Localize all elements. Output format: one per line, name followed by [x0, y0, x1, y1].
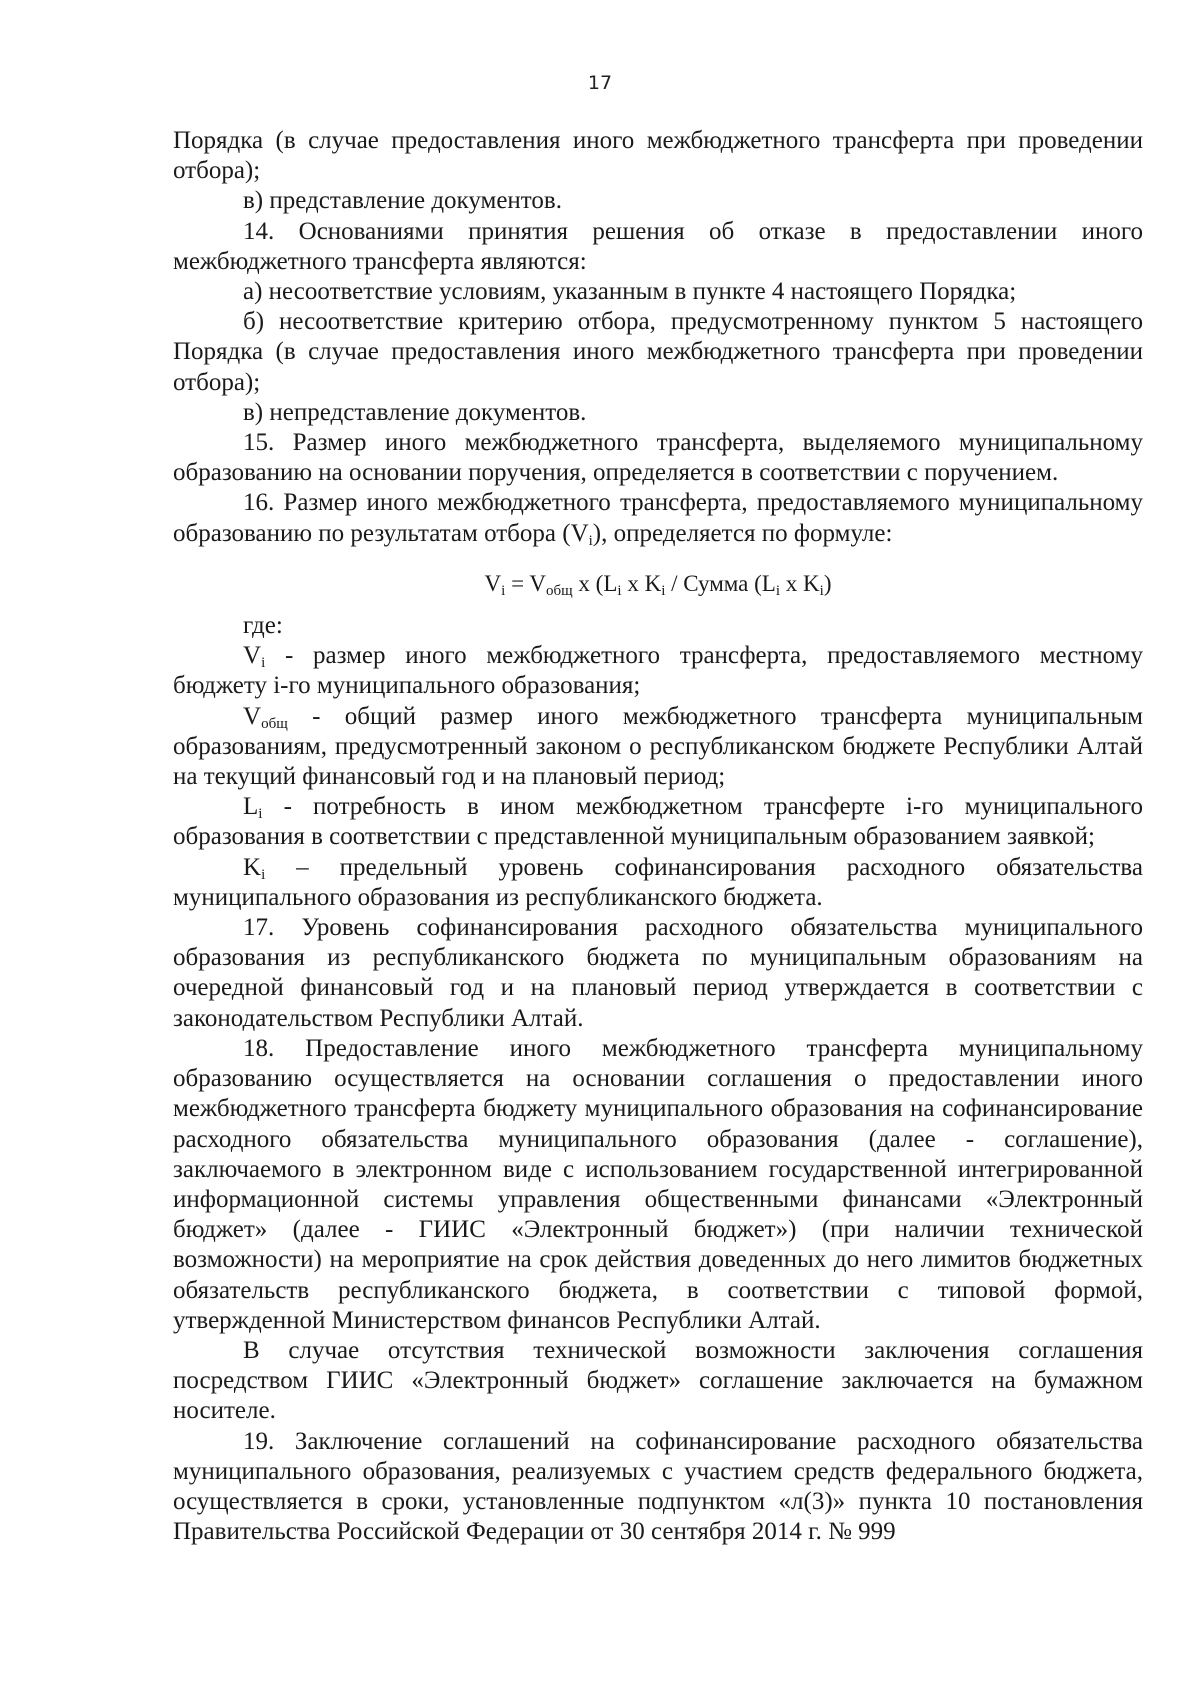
- paragraph-18: 18. Предоставление иного межбюджетного трансферта муниципальному образованию осуществляется на основании соглашения о предоставлении иного межбюджетного трансферта бюджету муниципального образования на софинансирование расходного обязательства муниципального образования (далее - соглашение), заключаемого в электронном виде с использованием государственной интегрированной информационной системы управления общественными финансами «Электронный бюджет» (далее - ГИИС «Электронный бюджет») (при наличии технической возможности) на мероприятие на срок действия доведенных до него лимитов бюджетных обязательств республиканского бюджета, в соответствии с типовой формой, утвержденной Министерством финансов Республики Алтай.: [173, 1034, 1143, 1334]
- paragraph: б) несоответствие критерию отбора, предусмотренному пунктом 5 настоящего Порядка (в случае предоставления иного межбюджетного трансферта при проведении отбора);: [173, 308, 1143, 396]
- paragraph-17: 17. Уровень софинансирования расходного обязательства муниципального образования из республиканского бюджета по муниципальным образованиям на очередной финансовый год и на плановый период утверждается в соответствии с законодательством Республики Алтай.: [173, 914, 1143, 1032]
- definition-text: – предельный уровень софинансирования расходного обязательства муниципального образования из республиканского бюджета.: [173, 853, 1143, 911]
- symbol: K: [243, 853, 262, 881]
- paragraph: в) представление документов.: [243, 187, 562, 215]
- definition-vtotal: [173, 702, 1143, 793]
- subscript: i: [819, 582, 824, 599]
- definition-text: - потребность в ином межбюджетном трансферте i-го муниципального образования в соответствии с представленной муниципальным образованием заявкой;: [173, 793, 1143, 851]
- document-body: [173, 126, 1143, 1547]
- paragraph-15: 15. Размер иного межбюджетного трансферта, выделяемого муниципальному образованию на основании поручения, определяется в соответствии с поручением.: [173, 429, 1143, 487]
- subscript: i: [661, 582, 666, 599]
- where-label: где:: [243, 612, 283, 640]
- paragraph-14: 14. Основаниями принятия решения об отказе в предоставлении иного межбюджетного трансферта являются:: [173, 217, 1143, 275]
- subscript: общ: [261, 715, 288, 732]
- symbol: V: [243, 702, 262, 730]
- subscript: общ: [545, 582, 573, 599]
- paragraph-16: [173, 488, 1143, 548]
- subscript: i: [501, 582, 506, 599]
- definition-vi: [173, 641, 1143, 701]
- subscript: i: [261, 866, 266, 883]
- subscript: i: [617, 582, 622, 599]
- definition-text: - размер иного межбюджетного трансферта, предоставляемого местному бюджету i-го муниципального образования;: [173, 642, 1143, 700]
- subscript: i: [775, 582, 781, 599]
- formula-part: / Сумма (L: [665, 570, 776, 596]
- paragraph: В случае отсутствия технической возможности заключения соглашения посредством ГИИС «Электронный бюджет» соглашение заключается на бумажном носителе.: [173, 1336, 1143, 1425]
- formula-part: = V: [505, 570, 546, 596]
- formula-symbol: V: [484, 570, 502, 596]
- paragraph-19: 19. Заключение соглашений на софинансирование расходного обязательства муниципального образования, реализуемых с участием средств федерального бюджета, осуществляется в сроки, установленные подпунктом «л(3)» пункта 10 постановления Правительства Российской Федерации от 30 сентября 2014 г. № 999: [173, 1427, 1143, 1546]
- formula-part: x (L: [572, 570, 618, 596]
- subscript: i: [261, 655, 266, 672]
- formula-part: ): [823, 570, 832, 596]
- text-run: 16. Размер иного межбюджетного трансферта, предоставляемого муниципальному образованию по результатам отбора (V: [173, 489, 1143, 547]
- definition-text: - общий размер иного межбюджетного трансферта муниципальным образованиям, предусмотренный законом о республиканском бюджете Республики Алтай на текущий финансовый год и на плановый период;: [173, 702, 1143, 791]
- subscript: i: [588, 532, 593, 549]
- formula-part: x K: [780, 570, 820, 596]
- formula: [173, 569, 1143, 599]
- symbol: L: [243, 793, 259, 821]
- definition-ki: [173, 853, 1143, 913]
- formula-part: x K: [621, 570, 662, 596]
- text-run: ), определяется по формуле:: [592, 519, 893, 547]
- symbol: V: [243, 642, 262, 670]
- subscript: i: [258, 806, 263, 823]
- paragraph: Порядка (в случае предоставления иного межбюджетного трансферта при проведении отбора);: [173, 127, 1143, 185]
- paragraph: в) непредставление документов.: [243, 398, 587, 426]
- definition-li: [173, 792, 1143, 852]
- page-number: 17: [587, 72, 613, 94]
- paragraph: а) несоответствие условиям, указанным в пункте 4 настоящего Порядка;: [243, 278, 1017, 306]
